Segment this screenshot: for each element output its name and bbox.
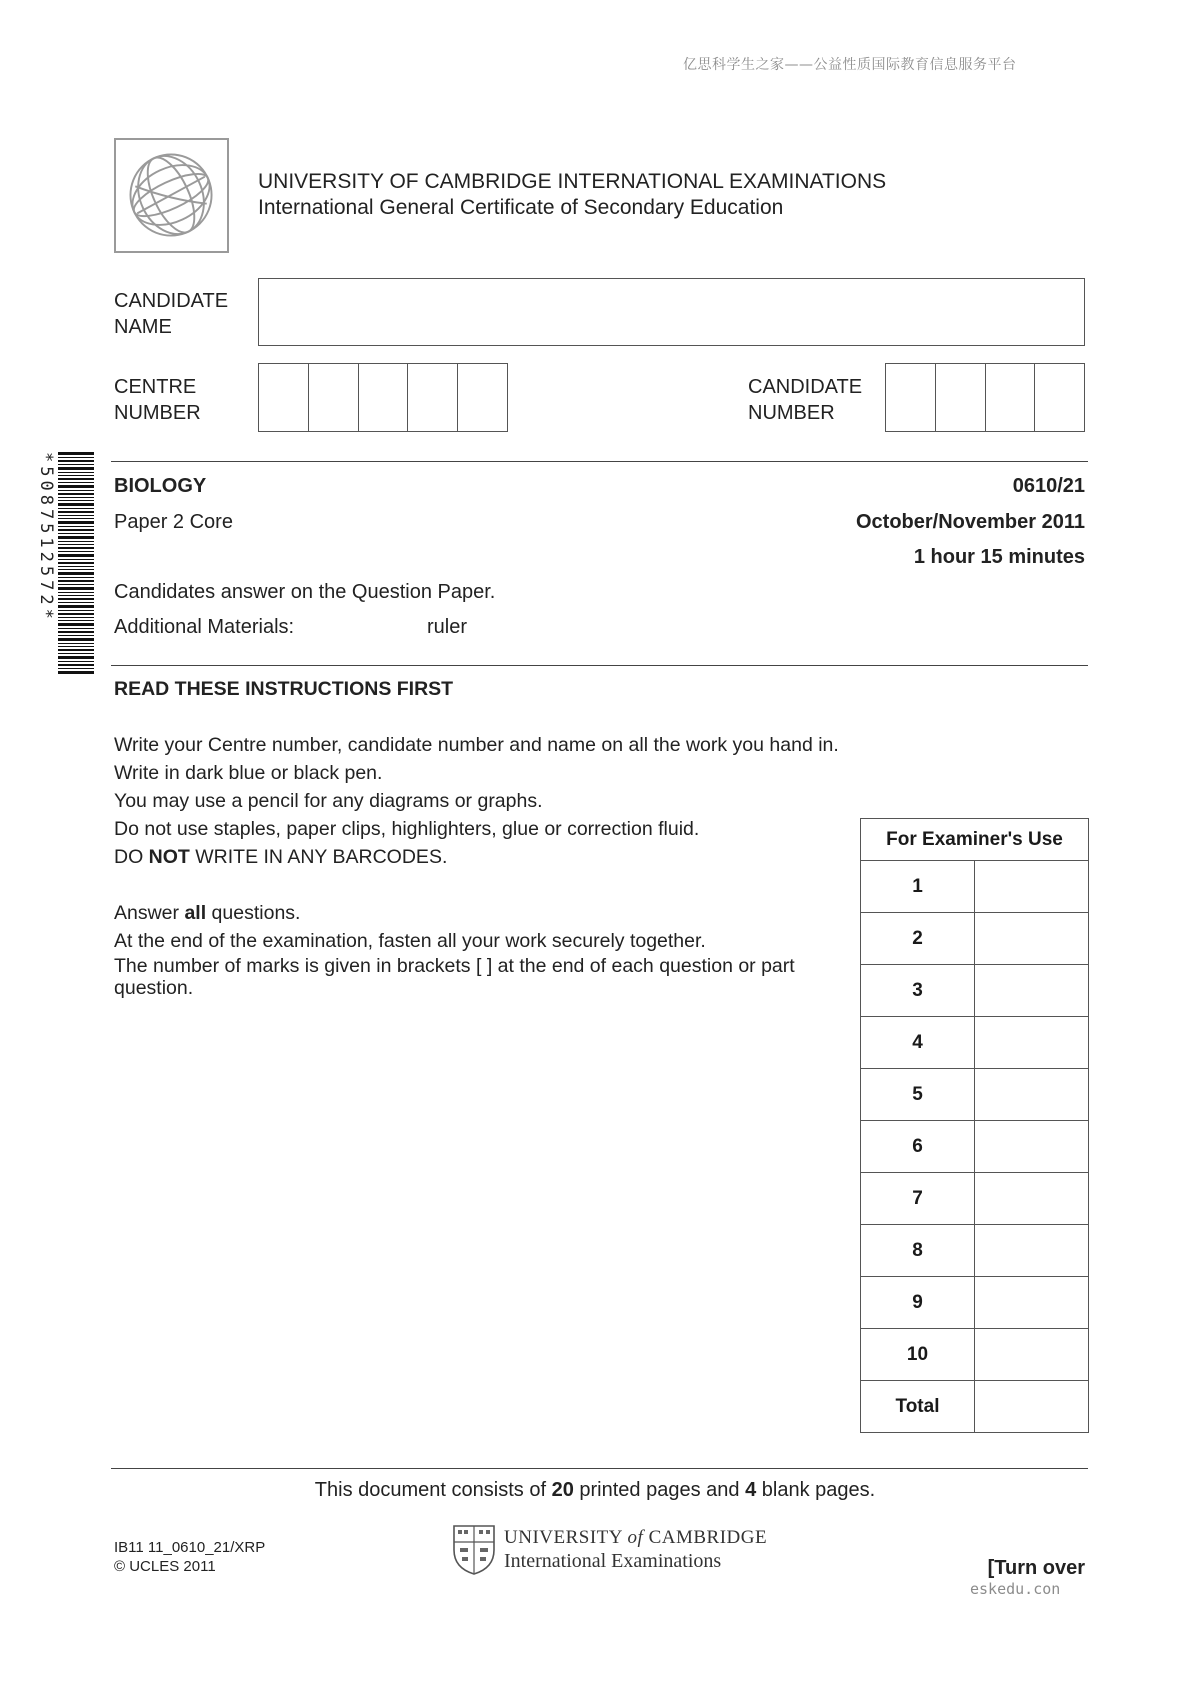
candidate-name-field[interactable] [258,278,1085,346]
additional-materials-label: Additional Materials: [114,616,295,638]
candidate-name-label [114,288,228,340]
document-reference [114,1538,265,1576]
instruction-line: You may use a pencil for any diagrams or graphs. [114,790,543,812]
page-count-text: printed pages and [573,1479,746,1501]
exam-board-title: UNIVERSITY OF CAMBRIDGE INTERNATIONAL EXAMINATIONS [258,170,887,193]
examiner-use-table [860,818,1089,1433]
instruction-line [114,843,854,871]
page-count-text: This document consists of [314,1479,552,1501]
question-number: 9 [861,1277,975,1329]
divider-rule [111,461,1088,462]
instruction-line: Do not use staples, paper clips, highlighters, glue or correction fluid. [114,818,700,840]
instruction-line: At the end of the examination, fasten all your work securely together. [114,930,706,952]
mark-cell[interactable] [975,1329,1089,1381]
question-number: 3 [861,965,975,1017]
instruction-line: question. [114,977,194,999]
candidate-number-cell[interactable] [886,364,936,431]
blank-pages-count: 4 [745,1479,757,1501]
question-number: 2 [861,913,975,965]
copyright-notice: © UCLES 2011 [114,1558,216,1575]
wordmark-university: UNIVERSITY [504,1527,623,1548]
cambridge-shield-icon [452,1524,496,1576]
reference-code: IB11 11_0610_21/XRP [114,1539,266,1556]
cambridge-wordmark [504,1527,767,1549]
exam-duration: 1 hour 15 minutes [913,546,1085,568]
instruction-spacer [114,871,854,899]
instruction-text: Answer [114,902,185,924]
table-row [861,1121,1089,1173]
instruction-text: questions. [206,902,301,924]
mark-cell[interactable] [975,861,1089,913]
instruction-text: DO [114,846,149,868]
candidate-number-label-line2: NUMBER [748,402,835,424]
candidate-number-cell[interactable] [986,364,1036,431]
subject-name: BIOLOGY [114,475,207,497]
table-row [861,1069,1089,1121]
candidate-number-field[interactable] [885,363,1085,432]
barcode [58,452,94,676]
centre-number-cell[interactable] [408,364,458,431]
exam-session: October/November 2011 [856,511,1085,533]
question-number: 6 [861,1121,975,1173]
table-row [861,1173,1089,1225]
mark-cell[interactable] [975,1017,1089,1069]
exam-board-subtitle: International General Certificate of Secondary Education [258,196,784,219]
instruction-emphasis: NOT [148,846,190,868]
wordmark-of: of [627,1527,644,1548]
centre-number-label [114,374,201,426]
paper-name: Paper 2 Core [114,511,233,533]
table-row [861,1329,1089,1381]
table-row [861,861,1089,913]
question-number: 5 [861,1069,975,1121]
globe-logo-icon [114,138,229,253]
examiner-use-heading: For Examiner's Use [861,819,1089,861]
centre-number-cell[interactable] [359,364,409,431]
mark-cell[interactable] [975,1173,1089,1225]
centre-number-label-line1: CENTRE [114,376,197,398]
candidate-number-label [748,374,862,426]
instruction-line: Write in dark blue or black pen. [114,762,383,784]
question-number: 4 [861,1017,975,1069]
page-count-note [0,1479,1190,1502]
barcode-digits: *5087512572* [36,452,56,623]
instruction-line: Write your Centre number, candidate number and name on all the work you hand in. [114,734,839,756]
centre-number-cell[interactable] [458,364,507,431]
candidate-name-label-line1: CANDIDATE [114,290,229,312]
mark-cell[interactable] [975,913,1089,965]
total-mark-cell[interactable] [975,1381,1089,1433]
table-row [861,1017,1089,1069]
mark-cell[interactable] [975,1121,1089,1173]
mark-cell[interactable] [975,1069,1089,1121]
divider-rule [111,665,1088,666]
instruction-line [114,899,854,927]
cambridge-wordmark-subtitle: International Examinations [504,1550,722,1572]
page-count-text: blank pages. [756,1479,876,1501]
question-number: 7 [861,1173,975,1225]
answer-on-paper-note: Candidates answer on the Question Paper. [114,581,496,603]
question-number: 1 [861,861,975,913]
divider-rule [111,1468,1088,1469]
instruction-text: WRITE IN ANY BARCODES. [189,846,448,868]
table-row [861,1225,1089,1277]
candidate-number-cell[interactable] [1035,364,1084,431]
instruction-line: The number of marks is given in brackets [ ] at the end of each question or part [114,955,795,977]
watermark-top-text: 亿思科学生之家——公益性质国际教育信息服务平台 [683,57,1017,73]
instructions-heading: READ THESE INSTRUCTIONS FIRST [114,678,454,700]
table-row [861,965,1089,1017]
centre-number-cell[interactable] [309,364,359,431]
additional-materials-value: ruler [427,616,468,638]
paper-code: 0610/21 [1012,475,1085,497]
candidate-number-label-line1: CANDIDATE [748,376,863,398]
instructions-block [114,731,854,999]
mark-cell[interactable] [975,1277,1089,1329]
candidate-number-cell[interactable] [936,364,986,431]
table-row [861,1277,1089,1329]
question-number: 8 [861,1225,975,1277]
centre-number-field[interactable] [258,363,508,432]
instruction-emphasis: all [184,902,207,924]
wordmark-cambridge: CAMBRIDGE [648,1527,768,1548]
candidate-name-label-line2: NAME [114,316,172,338]
centre-number-cell[interactable] [259,364,309,431]
mark-cell[interactable] [975,965,1089,1017]
total-label: Total [861,1381,975,1433]
turn-over-note: [Turn over [987,1557,1085,1579]
table-row [861,1381,1089,1433]
question-number: 10 [861,1329,975,1381]
mark-cell[interactable] [975,1225,1089,1277]
table-row [861,913,1089,965]
printed-pages-count: 20 [551,1479,574,1501]
centre-number-label-line2: NUMBER [114,402,201,424]
watermark-bottom-text: eskedu.con [970,1580,1061,1598]
